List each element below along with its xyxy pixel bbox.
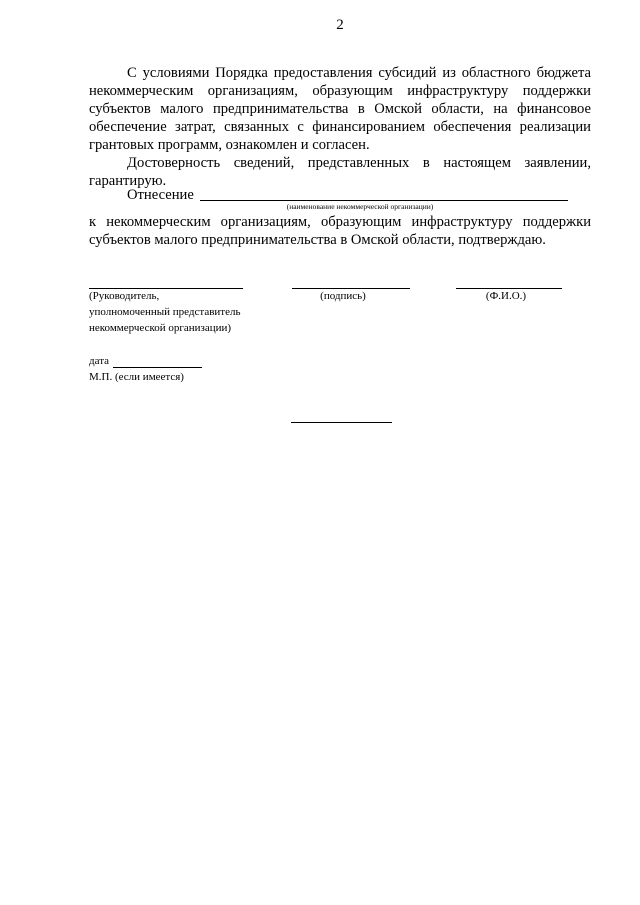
paragraph-line: С условиями Порядка предоставления субсидий из областного бюджета (127, 65, 591, 81)
paragraph-line: грантовых программ, ознакомлен и согласен. (89, 137, 370, 153)
stamp-label: М.П. (если имеется) (89, 371, 184, 383)
signature-label: (подпись) (320, 290, 366, 302)
paragraph-line: некоммерческим организациям, образующим инфраструктуру поддержки (89, 83, 591, 99)
head-label-line: (Руководитель, (89, 290, 160, 302)
attribution-lead: Отнесение (127, 187, 194, 203)
paragraph-line: Достоверность сведений, представленных в настоящем заявлении, (127, 155, 591, 171)
closing-separator (291, 422, 392, 423)
paragraph-attribution (89, 213, 591, 249)
date-field[interactable] (113, 367, 202, 368)
head-label (89, 290, 289, 335)
date-label: дата (89, 355, 110, 367)
signature-line[interactable] (292, 288, 410, 289)
paragraph-reliability (89, 154, 591, 190)
head-label-line: некоммерческой организации) (89, 322, 232, 334)
paragraph-conditions (89, 64, 591, 154)
head-signature-line[interactable] (89, 288, 243, 289)
full-name-line[interactable] (456, 288, 562, 289)
paragraph-line: субъектов малого предпринимательства в Омской области, подтверждаю. (89, 232, 546, 248)
paragraph-line: обеспечение затрат, связанных с финансированием обеспечения реализации (89, 119, 591, 135)
full-name-label: (Ф.И.О.) (485, 290, 527, 302)
head-label-line: уполномоченный представитель (89, 306, 241, 318)
organization-name-caption: (наименование некоммерческой организации) (286, 202, 434, 211)
paragraph-line: субъектов малого предпринимательства в Омской области, на финансовое (89, 101, 591, 117)
paragraph-line: гарантирую. (89, 173, 167, 189)
paragraph-line: к некоммерческим организациям, образующим инфраструктуру поддержки (89, 214, 591, 230)
organization-name-field[interactable] (200, 200, 568, 201)
page-number: 2 (336, 17, 344, 33)
